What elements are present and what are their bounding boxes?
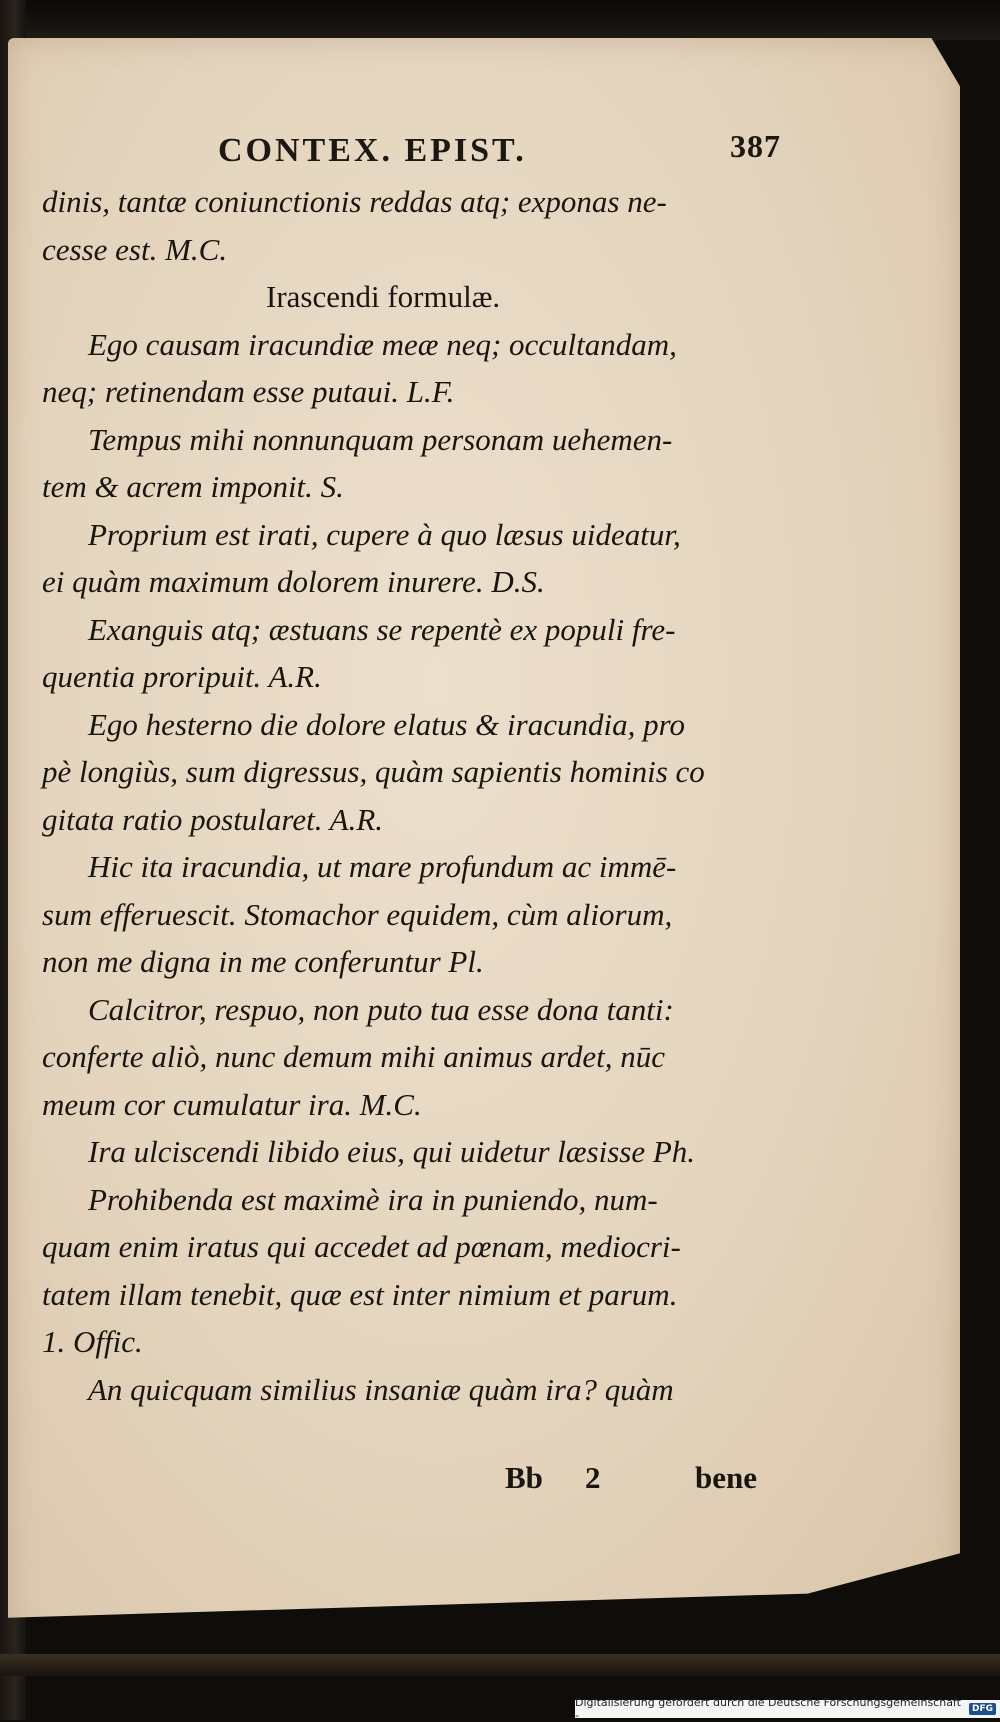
text-line: An quicquam similius insaniæ quàm ira? quàm <box>88 1371 674 1407</box>
catchword: bene <box>695 1460 757 1495</box>
text-line: gitata ratio postularet. A.R. <box>42 801 384 837</box>
text-line: conferte aliò, nunc demum mihi animus ardet, nūc <box>42 1039 666 1074</box>
page-header <box>218 128 818 178</box>
text-line: meum cor cumulatur ira. M.C. <box>42 1086 422 1122</box>
signature-line <box>505 1460 805 1510</box>
running-head: CONTEX. EPIST. <box>218 132 527 169</box>
text-line: Prohibenda est maximè ira in puniendo, num- <box>88 1181 658 1217</box>
text-line: dinis, tantæ coniunctionis reddas atq; exponas ne- <box>42 184 667 219</box>
text-line: Calcitror, respuo, non puto tua esse dona tanti: <box>88 991 674 1027</box>
text-line: tem & acrem imponit. S. <box>42 469 344 504</box>
dfg-logo-icon: DFG <box>969 1703 996 1715</box>
signature-mark: Bb <box>505 1460 543 1495</box>
text-line: Exanguis atq; æstuans se repentè ex populi fre- <box>88 611 676 647</box>
text-line: pè longiùs, sum digressus, quàm sapientis hominis co <box>42 754 705 789</box>
page-bottom-edge <box>0 1654 1000 1676</box>
text-line: non me digna in me conferuntur Pl. <box>42 944 484 979</box>
text-line: Hic ita iracundia, ut mare profundum ac immē- <box>88 849 677 884</box>
text-line: cesse est. M.C. <box>42 231 228 267</box>
text-line: quentia proripuit. A.R. <box>42 659 322 694</box>
text-line: Ira ulciscendi libido eius, qui uidetur læsisse Ph. <box>88 1134 696 1169</box>
text-line: sum efferuescit. Stomachor equidem, cùm aliorum, <box>42 896 673 932</box>
page-number: 387 <box>730 128 781 164</box>
section-heading: Irascendi formulæ. <box>266 279 501 314</box>
scan-top-margin <box>0 0 1000 40</box>
text-line: tatem illam tenebit, quæ est inter nimium et parum. <box>42 1276 678 1312</box>
text-line: Tempus mihi nonnunquam personam uehemen- <box>88 421 673 457</box>
text-line: Ego hesterno die dolore elatus & iracundia, pro <box>88 706 685 742</box>
text-line: Ego causam iracundiæ meæ neq; occultandam, <box>88 326 677 362</box>
text-line: Proprium est irati, cupere à quo læsus uideatur, <box>88 516 681 552</box>
text-line: 1. Offic. <box>42 1324 143 1359</box>
text-line: neq; retinendam esse putaui. L.F. <box>42 374 455 409</box>
text-line: ei quàm maximum dolorem inurere. D.S. <box>42 564 545 599</box>
digitization-credit <box>575 1696 1000 1722</box>
credit-text: Digitalisierung gefördert durch die Deutsche Forschungsgemeinschaft - <box>575 1696 961 1722</box>
page-body <box>42 178 812 1413</box>
signature-number: 2 <box>585 1460 601 1495</box>
text-line: quam enim iratus qui accedet ad pœnam, mediocri- <box>42 1229 681 1264</box>
